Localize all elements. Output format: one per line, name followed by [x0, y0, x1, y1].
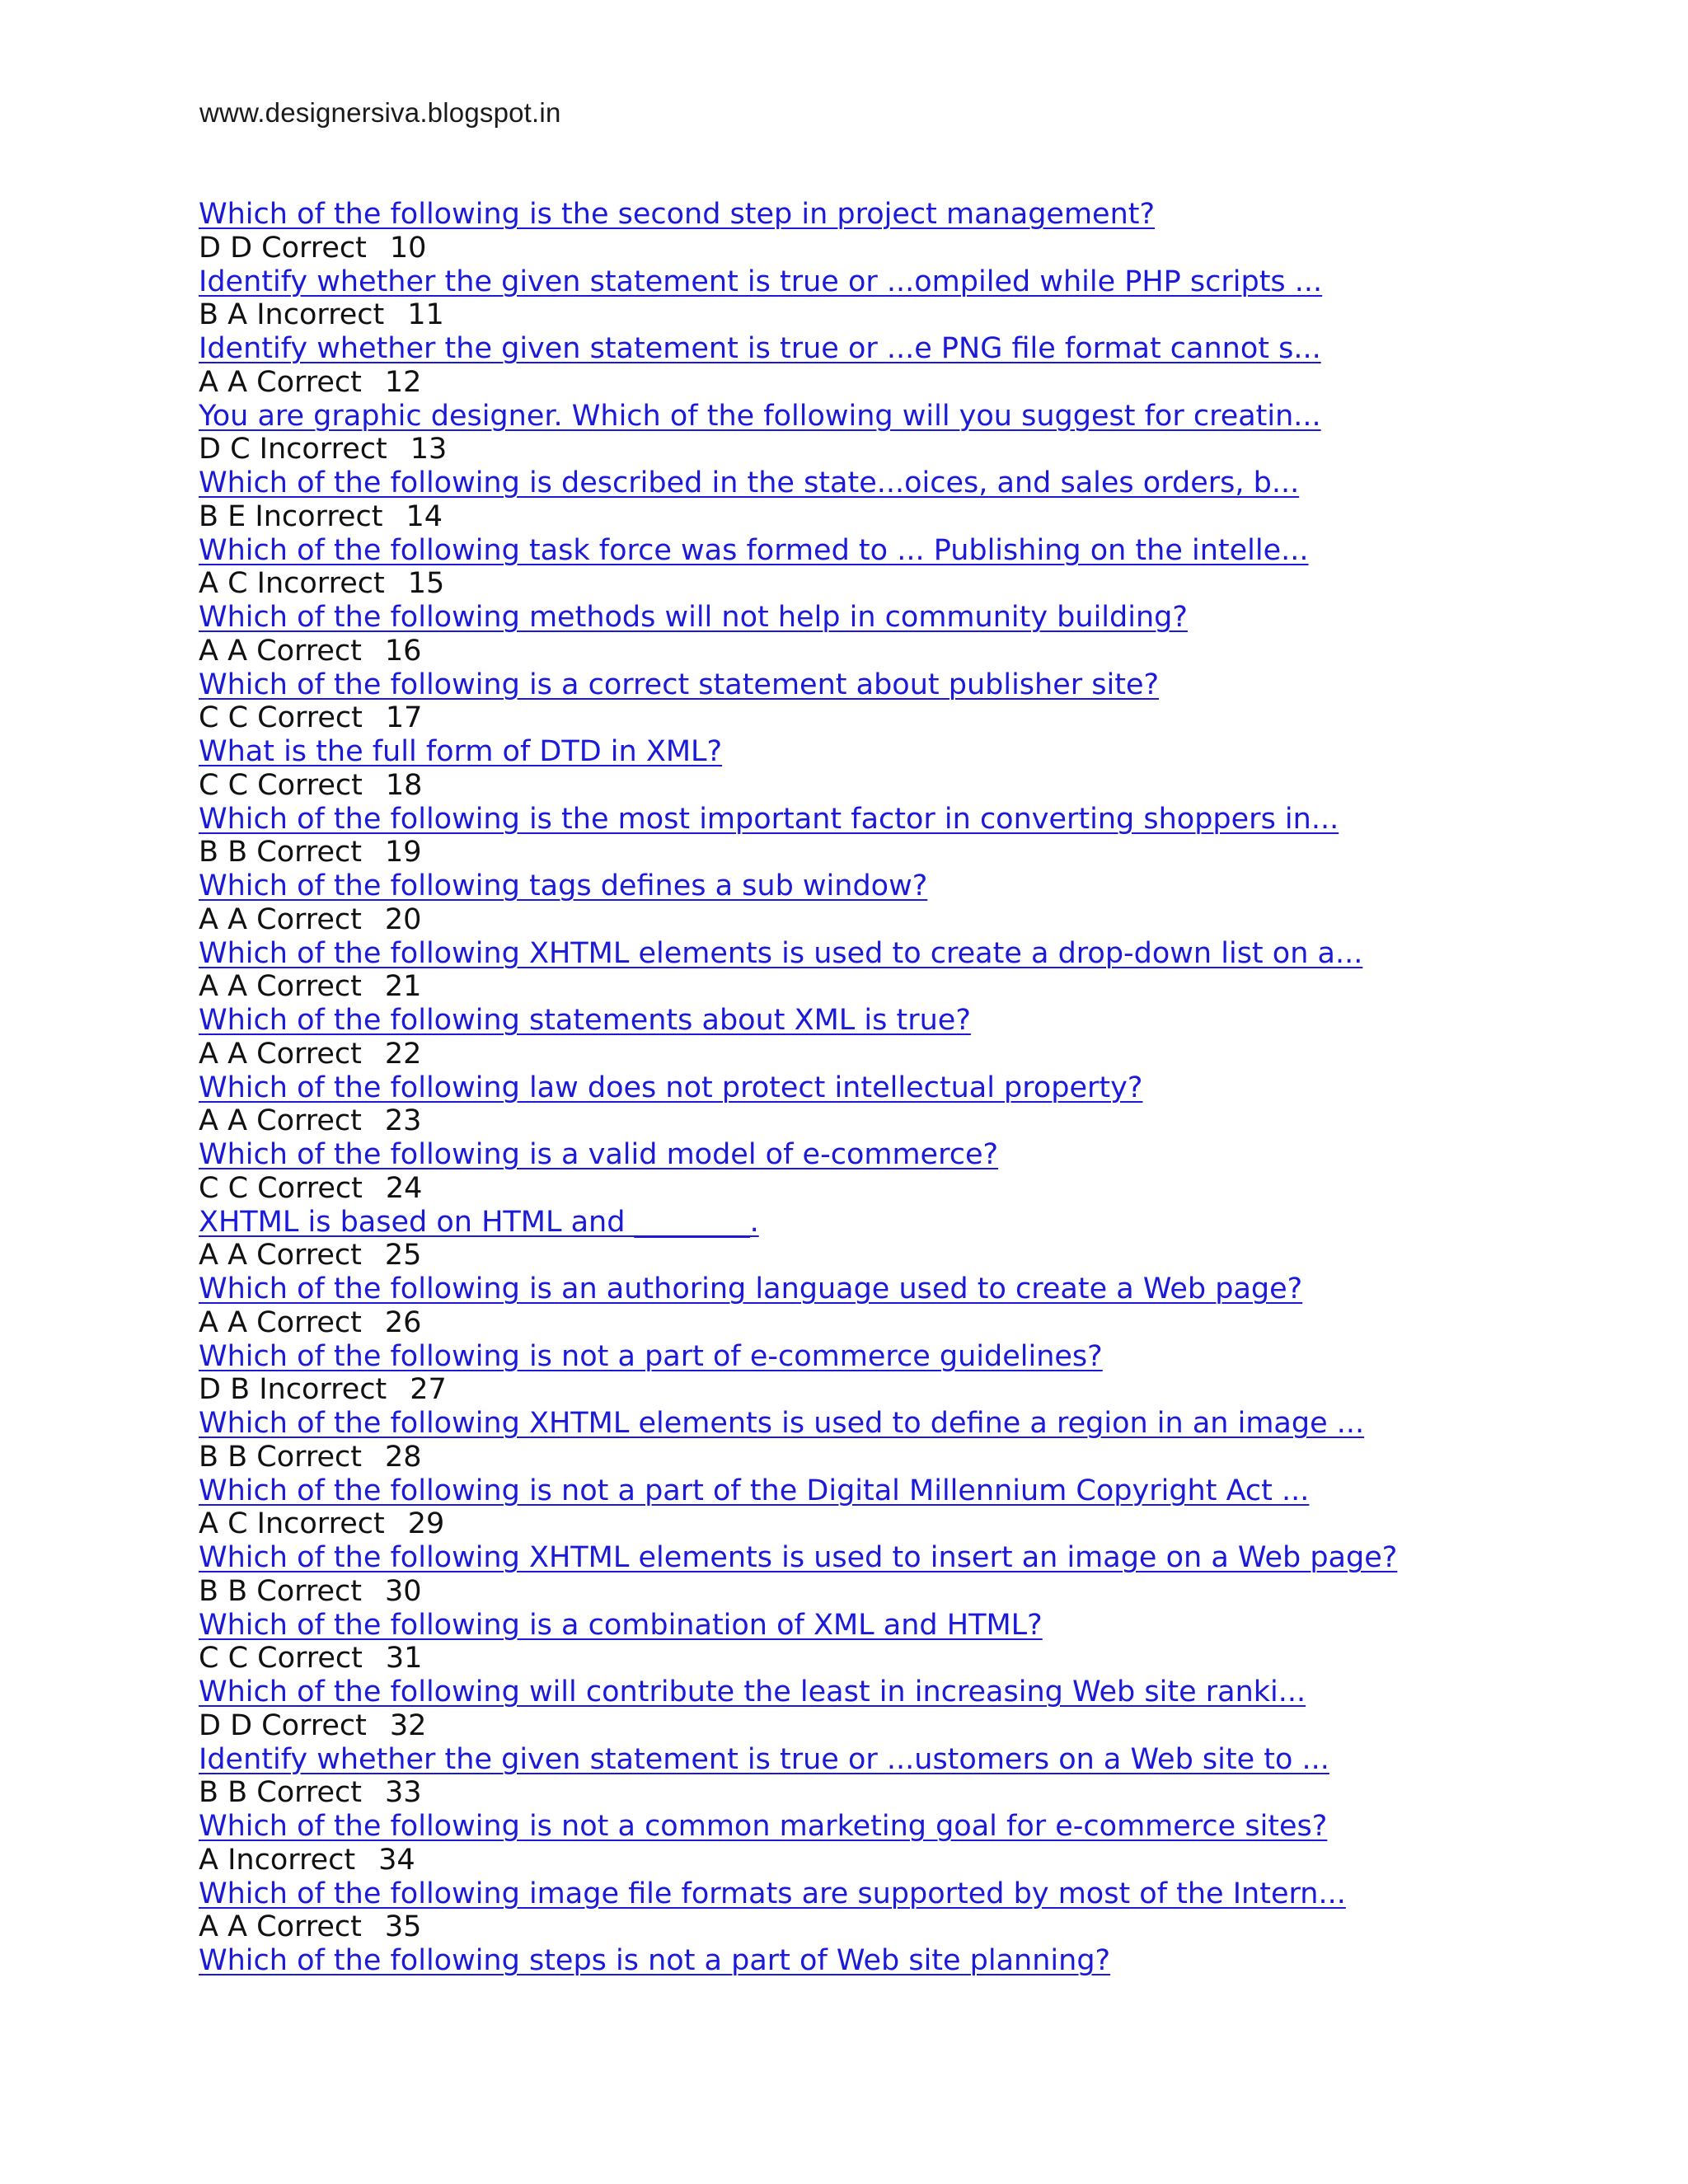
result-line — [199, 1373, 1397, 1407]
question-link[interactable]: Which of the following is described in the state...oices, and sales orders, b... — [199, 466, 1300, 499]
result-line — [199, 1844, 1397, 1877]
question-link[interactable]: Which of the following is the second step in project management? — [199, 198, 1156, 231]
result-line — [199, 433, 1397, 466]
question-number: 16 — [384, 634, 422, 668]
question-number: 19 — [385, 836, 422, 869]
question-number: 32 — [389, 1708, 427, 1742]
question-number: 23 — [384, 1104, 422, 1138]
question-number: 30 — [385, 1574, 422, 1608]
question-number: 28 — [385, 1440, 422, 1474]
question-link[interactable]: Which of the following statements about XML is true? — [199, 1004, 971, 1037]
result-text: D C Incorrect — [199, 433, 387, 466]
question-number: 29 — [407, 1507, 445, 1541]
result-text: A C Incorrect — [199, 1507, 385, 1541]
result-text: A A Correct — [199, 365, 362, 399]
result-line — [199, 1776, 1397, 1810]
result-line — [199, 232, 1397, 265]
question-number: 11 — [407, 298, 444, 332]
result-text: B B Correct — [199, 1574, 363, 1608]
result-text: D B Incorrect — [199, 1373, 387, 1407]
question-result-list — [199, 198, 1397, 1978]
result-line — [199, 1910, 1397, 1944]
question-link[interactable]: Which of the following XHTML elements is used to define a region in an image ... — [199, 1407, 1365, 1440]
question-link[interactable]: Which of the following is a combination of XML and HTML? — [199, 1608, 1043, 1642]
question-number: 10 — [389, 231, 427, 265]
result-text: B B Correct — [199, 1776, 363, 1810]
question-link[interactable]: Which of the following image file formats are supported by most of the Intern... — [199, 1877, 1346, 1910]
result-line — [199, 500, 1397, 534]
result-text: B B Correct — [199, 1440, 363, 1474]
question-link[interactable]: XHTML is based on HTML and ________. — [199, 1205, 759, 1239]
result-line — [199, 836, 1397, 869]
result-text: A A Correct — [199, 634, 362, 668]
question-link[interactable]: Identify whether the given statement is true or ...e PNG file format cannot s... — [199, 332, 1321, 365]
question-number: 20 — [384, 902, 422, 936]
question-number: 14 — [406, 499, 443, 533]
result-line — [199, 1239, 1397, 1272]
question-number: 15 — [407, 567, 445, 601]
result-line — [199, 769, 1397, 803]
page-header-url: www.designersiva.blogspot.in — [199, 97, 561, 128]
result-text: C C Correct — [199, 1642, 363, 1675]
question-number: 27 — [410, 1373, 447, 1407]
result-text: A A Correct — [199, 902, 362, 936]
question-number: 35 — [384, 1910, 422, 1944]
question-number: 21 — [384, 970, 422, 1004]
result-line — [199, 298, 1397, 332]
result-line — [199, 1575, 1397, 1609]
question-link[interactable]: Which of the following is not a common marketing goal for e-commerce sites? — [199, 1810, 1328, 1843]
question-number: 34 — [378, 1843, 415, 1877]
question-link[interactable]: Which of the following is an authoring language used to create a Web page? — [199, 1272, 1303, 1305]
result-text: B A Incorrect — [199, 298, 385, 332]
result-line — [199, 366, 1397, 400]
result-text: B B Correct — [199, 836, 363, 869]
result-line — [199, 635, 1397, 668]
question-link[interactable]: You are graphic designer. Which of the following will you suggest for creatin... — [199, 399, 1321, 433]
question-link[interactable]: Which of the following steps is not a part of Web site planning? — [199, 1944, 1111, 1977]
question-link[interactable]: Which of the following XHTML elements is used to create a drop-down list on a... — [199, 936, 1363, 970]
question-link[interactable]: Which of the following is a correct statement about publisher site? — [199, 668, 1160, 701]
result-text: B E Incorrect — [199, 499, 383, 533]
question-number: 33 — [385, 1776, 422, 1810]
result-text: A A Correct — [199, 1305, 362, 1339]
result-line — [199, 1709, 1397, 1743]
result-line — [199, 970, 1397, 1004]
result-text: A A Correct — [199, 1239, 362, 1272]
question-link[interactable]: Which of the following is the most important factor in converting shoppers in... — [199, 802, 1339, 836]
question-number: 12 — [384, 365, 422, 399]
result-line — [199, 1172, 1397, 1206]
result-text: C C Correct — [199, 1171, 363, 1205]
result-text: A A Correct — [199, 1910, 362, 1944]
question-link[interactable]: Which of the following is not a part of the Digital Millennium Copyright Act ... — [199, 1474, 1310, 1507]
result-text: C C Correct — [199, 768, 363, 802]
result-line — [199, 1507, 1397, 1541]
question-link[interactable]: Identify whether the given statement is true or ...ustomers on a Web site to ... — [199, 1742, 1329, 1776]
question-number: 26 — [384, 1305, 422, 1339]
result-line — [199, 1441, 1397, 1474]
question-link[interactable]: Which of the following tags defines a sub window? — [199, 869, 928, 902]
question-link[interactable]: Which of the following task force was formed to ... Publishing on the intelle... — [199, 533, 1309, 567]
question-link[interactable]: Which of the following methods will not help in community building? — [199, 601, 1188, 634]
question-number: 25 — [384, 1239, 422, 1272]
result-line — [199, 1038, 1397, 1071]
result-line — [199, 1104, 1397, 1138]
result-line — [199, 1642, 1397, 1675]
question-number: 31 — [385, 1642, 423, 1675]
question-number: 18 — [385, 768, 423, 802]
question-number: 24 — [385, 1171, 423, 1205]
result-text: A A Correct — [199, 1104, 362, 1138]
question-link[interactable]: Which of the following will contribute the least in increasing Web site ranki... — [199, 1675, 1306, 1708]
result-text: A A Correct — [199, 1037, 362, 1071]
result-text: A A Correct — [199, 970, 362, 1004]
result-line — [199, 903, 1397, 937]
result-text: A Incorrect — [199, 1843, 356, 1877]
question-number: 17 — [385, 701, 423, 735]
question-number: 22 — [384, 1037, 422, 1071]
question-link[interactable]: What is the full form of DTD in XML? — [199, 735, 723, 768]
result-line — [199, 567, 1397, 601]
result-text: A C Incorrect — [199, 567, 385, 601]
question-link[interactable]: Which of the following is not a part of e-commerce guidelines? — [199, 1339, 1103, 1373]
result-text: C C Correct — [199, 701, 363, 735]
question-number: 13 — [410, 433, 448, 466]
question-link[interactable]: Identify whether the given statement is true or ...ompiled while PHP scripts ... — [199, 265, 1323, 298]
question-link[interactable]: Which of the following is a valid model of e-commerce? — [199, 1138, 999, 1171]
result-text: D D Correct — [199, 231, 367, 265]
question-link[interactable]: Which of the following law does not protect intellectual property? — [199, 1071, 1143, 1104]
result-text: D D Correct — [199, 1708, 367, 1742]
result-line — [199, 1306, 1397, 1340]
result-line — [199, 701, 1397, 735]
question-link[interactable]: Which of the following XHTML elements is used to insert an image on a Web page? — [199, 1541, 1398, 1574]
